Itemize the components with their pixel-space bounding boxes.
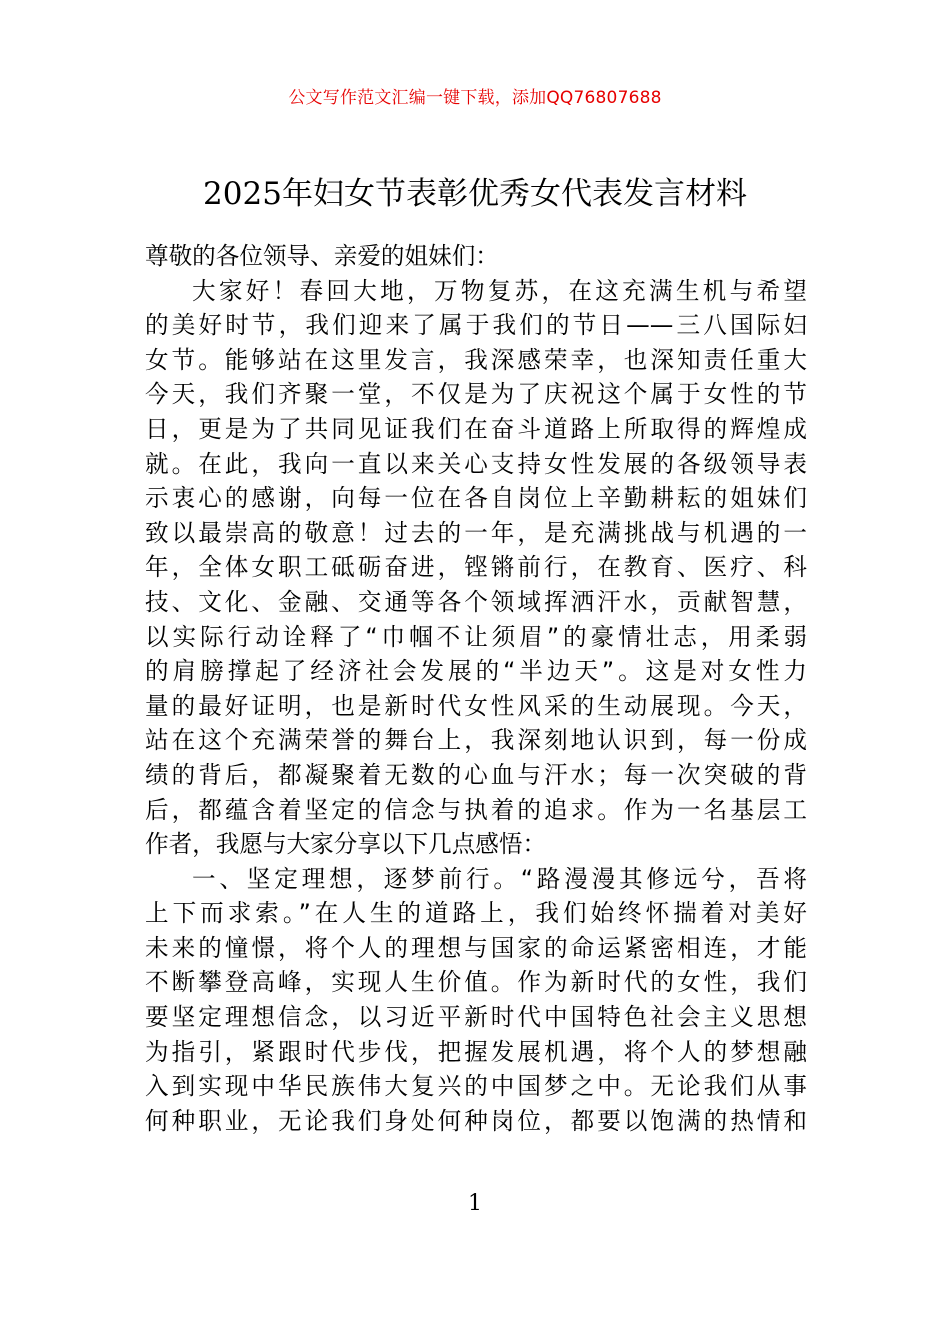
paragraph-line: 致以最崇高的敬意！过去的一年，是充满挑战与机遇的一: [145, 518, 807, 547]
paragraph-line: 示衷心的感谢，向每一位在各自岗位上辛勤耕耘的姐妹们: [145, 484, 807, 513]
paragraph-line: 的肩膀撑起了经济社会发展的“半边天”。这是对女性力: [145, 657, 807, 686]
paragraph-line: 就。在此，我向一直以来关心支持女性发展的各级领导表: [145, 449, 807, 478]
paragraph-line: 为指引，紧跟时代步伐，把握发展机遇，将个人的梦想融: [145, 1037, 807, 1066]
paragraph-line: 大家好！春回大地，万物复苏，在这充满生机与希望: [192, 276, 807, 305]
paragraph-line: 何种职业，无论我们身处何种岗位，都要以饱满的热情和: [145, 1106, 807, 1135]
paragraph-line: 站在这个充满荣誉的舞台上，我深刻地认识到，每一份成: [145, 726, 807, 755]
paragraph-line: 的美好时节，我们迎来了属于我们的节日——三八国际妇: [145, 311, 807, 340]
paragraph-line: 年，全体女职工砥砺奋进，铿锵前行，在教育、医疗、科: [145, 553, 807, 582]
page-number: 1: [468, 1191, 482, 1216]
paragraph-line: 作者，我愿与大家分享以下几点感悟：: [145, 830, 547, 859]
paragraph-line: 入到实现中华民族伟大复兴的中国梦之中。无论我们从事: [145, 1072, 807, 1101]
paragraph-line: 日，更是为了共同见证我们在奋斗道路上所取得的辉煌成: [145, 414, 807, 443]
download-ad-banner[interactable]: 公文写作范文汇编一键下载，添加QQ76807688: [288, 88, 662, 108]
paragraph-line: 未来的憧憬，将个人的理想与国家的命运紧密相连，才能: [145, 933, 807, 962]
paragraph-line: 上下而求索。”在人生的道路上，我们始终怀揣着对美好: [145, 899, 807, 928]
paragraph-line: 女节。能够站在这里发言，我深感荣幸，也深知责任重大: [145, 345, 807, 374]
paragraph-line: 技、文化、金融、交通等各个领域挥洒汗水，贡献智慧，: [145, 587, 807, 616]
paragraph-line: 以实际行动诠释了“巾帼不让须眉”的豪情壮志，用柔弱: [145, 622, 807, 651]
paragraph-line: 要坚定理想信念，以习近平新时代中国特色社会主义思想: [145, 1003, 807, 1032]
salutation-line: 尊敬的各位领导、亲爱的姐妹们：: [145, 242, 499, 270]
paragraph-line: 量的最好证明，也是新时代女性风采的生动展现。今天，: [145, 691, 807, 720]
document-title: 2025年妇女节表彰优秀女代表发言材料: [203, 176, 747, 212]
paragraph-line: 后，都蕴含着坚定的信念与执着的追求。作为一名基层工: [145, 795, 807, 824]
paragraph-line: 绩的背后，都凝聚着无数的心血与汗水；每一次突破的背: [145, 760, 807, 789]
document-body: [145, 239, 807, 1138]
paragraph-line: 一、坚定理想，逐梦前行。“路漫漫其修远兮，吾将: [192, 864, 807, 893]
paragraph-line: 今天，我们齐聚一堂，不仅是为了庆祝这个属于女性的节: [145, 380, 807, 409]
paragraph-line: 不断攀登高峰，实现人生价值。作为新时代的女性，我们: [145, 968, 807, 997]
